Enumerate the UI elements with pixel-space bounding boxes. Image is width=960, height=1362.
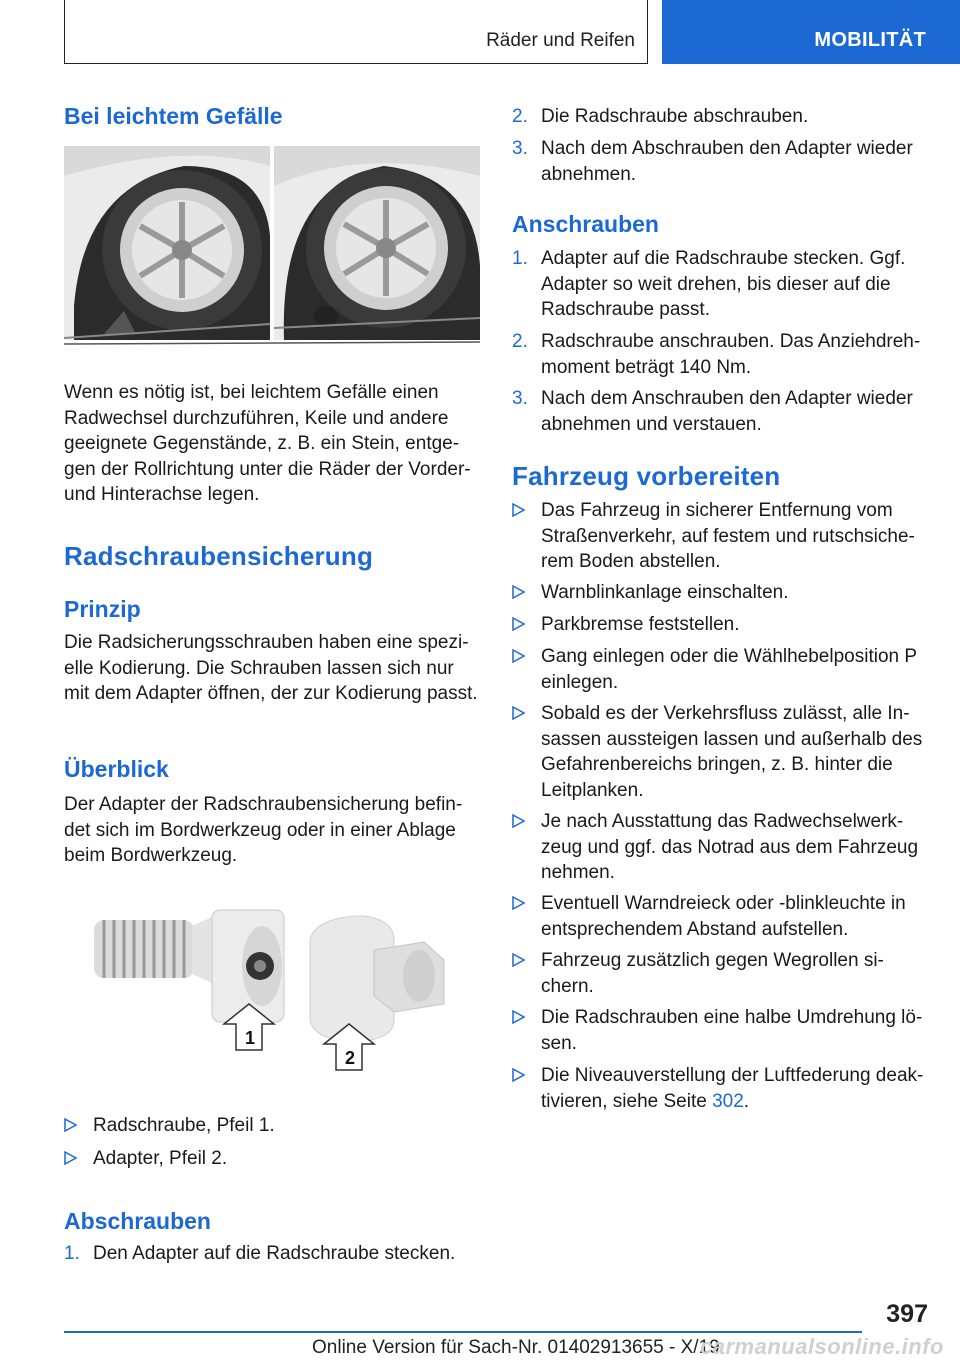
triangle-bullet-icon	[64, 1150, 78, 1166]
triangle-bullet-icon	[512, 616, 526, 632]
list-item-text: Fahrzeug zusätzlich gegen Wegrollen si-chern.	[541, 950, 884, 997]
header-chapter-title: MOBILITÄT	[814, 29, 926, 51]
wheel-chock-illustration	[64, 146, 480, 346]
triangle-bullet-icon	[512, 1067, 526, 1083]
step-text: Nach dem Abschrauben den Adapter wieder abnehmen.	[541, 138, 913, 185]
list-item-text: Gang einlegen oder die Wählhebelposition P einlegen.	[541, 646, 917, 693]
step-text: Radschraube anschrauben. Das Anziehdreh-moment beträgt 140 Nm.	[541, 331, 921, 378]
triangle-bullet-icon	[512, 1009, 526, 1025]
paragraph-ueberblick: Der Adapter der Radschraubensicherung befin-det sich im Bordwerkzeug oder in einer Ablage beim Bordwerkzeug.	[64, 794, 463, 866]
triangle-bullet-icon	[512, 584, 526, 600]
header-chapter-tab	[662, 0, 960, 64]
step-number: 3.	[512, 388, 528, 409]
bolt-adapter-illustration	[64, 880, 480, 1090]
list-item-text: Adapter, Pfeil 2.	[93, 1148, 228, 1169]
list-item-text: Parkbremse feststellen.	[541, 614, 740, 635]
triangle-bullet-icon	[512, 648, 526, 664]
header-section-title: Räder und Reifen	[486, 30, 635, 51]
step-text: Adapter auf die Radschraube stecken. Ggf. Adapter so weit drehen, bis dieser auf die Radschraube passt.	[541, 248, 906, 320]
list-item-text: Sobald es der Verkehrsfluss zulässt, alle In-sassen aussteigen lassen und außerhalb des Gefahrenbereichs bringen, z. B. hinter die Leitplanken.	[541, 703, 923, 801]
step-text: Nach dem Anschrauben den Adapter wieder abnehmen und verstauen.	[541, 388, 913, 435]
paragraph-prinzip: Die Radsicherungsschrauben haben eine spezi-elle Kodierung. Die Schrauben lassen sich nur mit dem Adapter öffnen, der zur Kodierung passt.	[64, 632, 478, 704]
header-section-box	[64, 0, 648, 64]
page-link-302[interactable]: 302	[712, 1090, 744, 1112]
step-text: Die Radschraube abschrauben.	[541, 106, 809, 127]
step-number: 3.	[512, 138, 528, 159]
footer-rule	[64, 1331, 862, 1333]
step-text: Den Adapter auf die Radschraube stecken.	[93, 1243, 456, 1264]
list-item-text	[541, 1063, 933, 1114]
triangle-bullet-icon	[512, 813, 526, 829]
triangle-bullet-icon	[512, 502, 526, 518]
list-item-text: Je nach Ausstattung das Radwechselwerk-zeug und ggf. das Notrad aus dem Fahrzeug nehmen.	[541, 811, 919, 883]
list-item-text: Radschraube, Pfeil 1.	[93, 1115, 275, 1136]
heading-ueberblick: Überblick	[64, 756, 169, 782]
list-item-text-main: Die Niveauverstellung der Luftfederung deak-tivieren, siehe Seite	[541, 1065, 924, 1112]
heading-abschrauben: Abschrauben	[64, 1208, 211, 1234]
footer-online-version: Online Version für Sach-Nr. 01402913655 - X/19	[312, 1337, 720, 1358]
step-number: 2.	[512, 331, 528, 352]
list-item-text: Eventuell Warndreieck oder -blinkleuchte in entsprechendem Abstand aufstellen.	[541, 893, 906, 940]
list-item-text-end: .	[743, 1090, 750, 1112]
list-item-text: Die Radschrauben eine halbe Umdrehung lö-sen.	[541, 1007, 923, 1054]
triangle-bullet-icon	[64, 1117, 78, 1133]
page-number: 397	[886, 1300, 928, 1328]
watermark-logo: carmanualsonline.info	[700, 1334, 944, 1359]
arrow-2-label: 2	[344, 1048, 356, 1068]
triangle-bullet-icon	[512, 705, 526, 721]
heading-fahrzeug-vorbereiten: Fahrzeug vorbereiten	[512, 461, 781, 491]
step-number: 1.	[512, 248, 528, 269]
list-item-text: Warnblinkanlage einschalten.	[541, 582, 789, 603]
triangle-bullet-icon	[512, 895, 526, 911]
paragraph-gefaelle: Wenn es nötig ist, bei leichtem Gefälle einen Radwechsel durchzuführen, Keile und andere geeignete Gegenstände, z. B. ein Stein, entge-gen der Rollrichtung unter die Räder der Vorder- und Hinterachse legen.	[64, 382, 471, 505]
triangle-bullet-icon	[512, 952, 526, 968]
arrow-1-label: 1	[244, 1028, 256, 1048]
heading-gefaelle: Bei leichtem Gefälle	[64, 103, 283, 129]
step-number: 2.	[512, 106, 528, 127]
list-item-text: Das Fahrzeug in sicherer Entfernung vom Straßenverkehr, auf festem und rutschsiche-rem Boden abstellen.	[541, 500, 915, 572]
heading-prinzip: Prinzip	[64, 596, 141, 622]
heading-anschrauben: Anschrauben	[512, 211, 659, 237]
step-number: 1.	[64, 1243, 80, 1264]
heading-radschraubensicherung: Radschraubensicherung	[64, 541, 374, 571]
